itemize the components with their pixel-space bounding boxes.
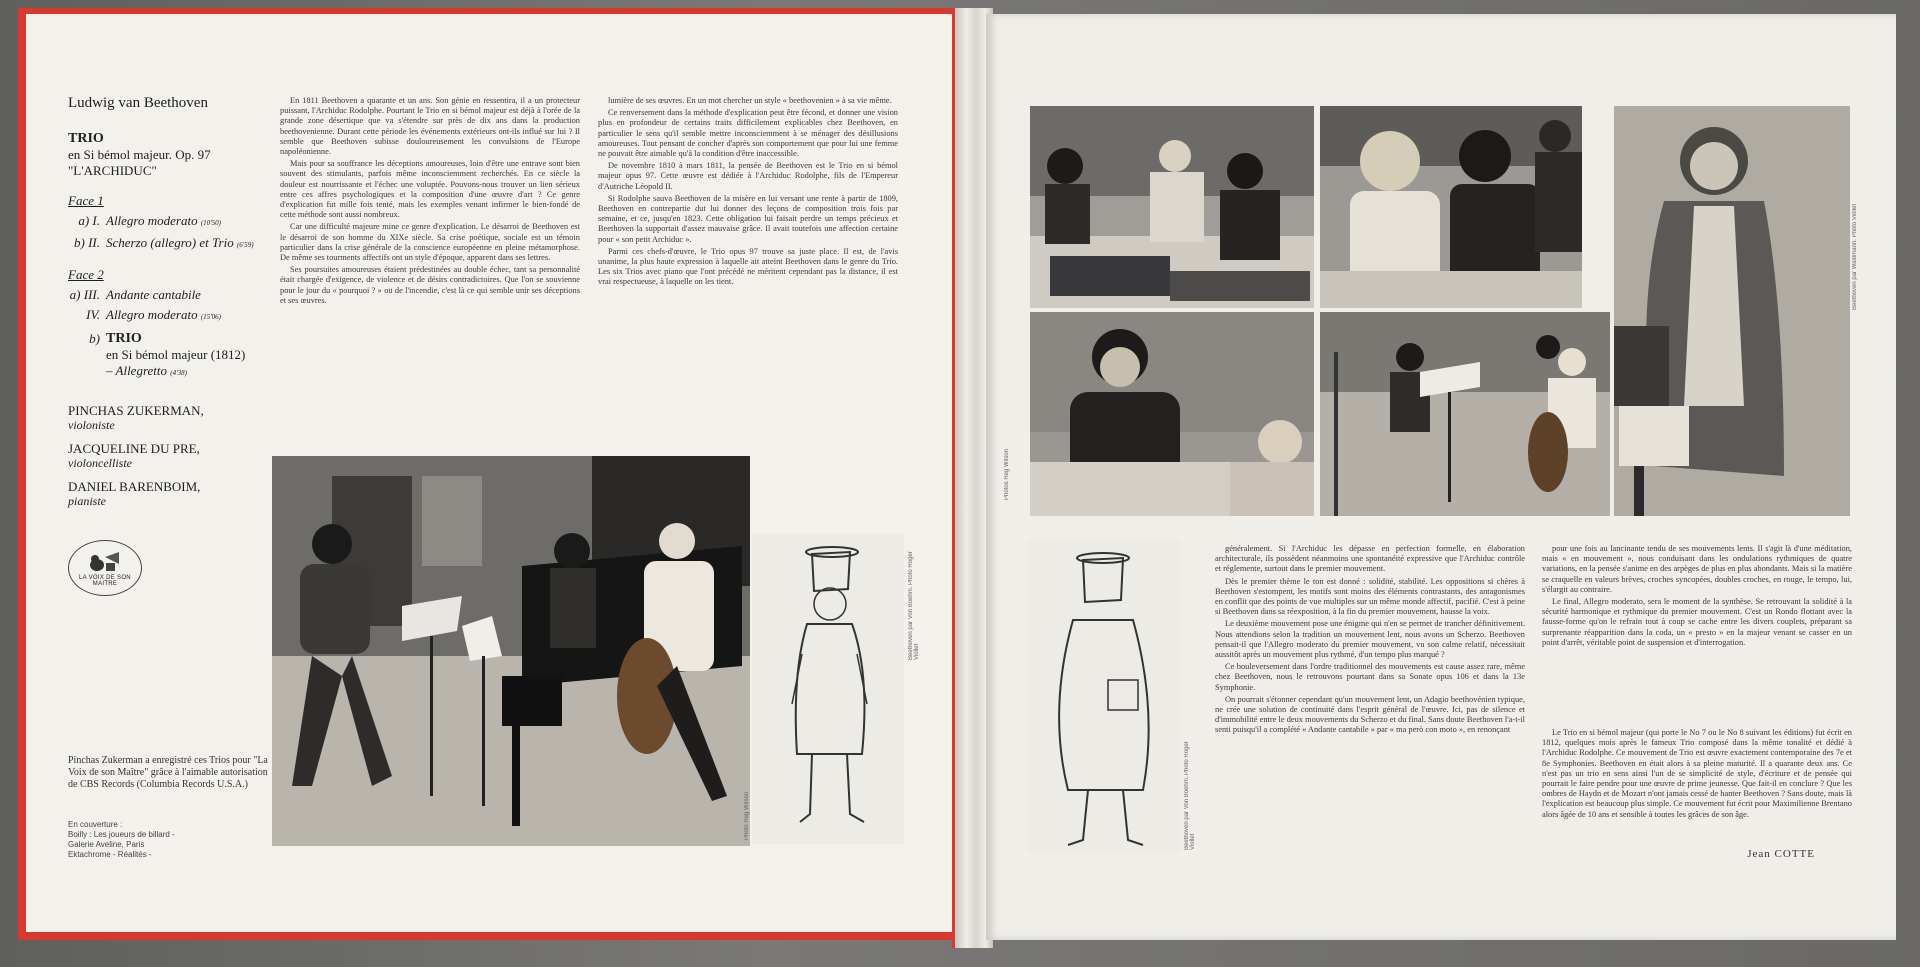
studio-photo-image xyxy=(1320,312,1610,516)
trio-photo-image xyxy=(272,456,750,846)
track-number: a) I. xyxy=(78,213,100,228)
track-title: Allegro moderato (15'06) xyxy=(106,307,222,322)
track-number: b) II. xyxy=(74,235,100,250)
cover-note: En couverture : Boilly : Les joueurs de billard - Galerie Aveline, Paris Ektachrome - Réalités - xyxy=(68,820,175,859)
trio1-title: TRIO xyxy=(68,131,104,146)
artist-role: violoncelliste xyxy=(68,456,132,470)
studio-photo-2 xyxy=(1320,106,1582,308)
beethoven-caricature-image xyxy=(1028,540,1180,852)
left-text-column-1: En 1811 Beethoven a quarante et un ans. Son génie en ressentira, il a un protecteur puissant, l'Archiduc Rodolphe. Pourtant le Trio en si bémol majeur est déjà à l'orée de la grande zone désertique que va s'étendre sur près de dix ans dans la production beethovenienne. Durant cette période les événements extérieurs ont-ils influé sur lui ? Il semble que Beethoven subisse douloureusement les convulsions de l'Europe napoléonienne. Mais pour sa souffrance les déceptions amoureuses, loin d'être une entrave sont bien souvent des stimulants, parfois même inconsciemment recherchés. En ce siècle la douleur est nourrissante et l'échec une voluptée. Pouvons-nous trouver un lien sérieux entre ces affres psychologiques et la composition d'une œuvre d'art ? Ce genre d'explication fut mille fois tenté, mais les exemples venant infirmer le bien-fondé de cette méthode sont aussi nombreux. Car une difficulté majeure mine ce genre d'explication. Le désarroi de Beethoven est le désarroi de son homme du XIXe siècle. Sa crise poétique, sociale est un témoin particulier dans la crise générale de la conscience européenne en pleine métamorphose. De même ses tourments affectifs ont un style d'époque, apparent dans ses lettres. Ses poursuites amoureuses étaient prédestinées au double échec, tant sa personnalité était chargée d'exigence, de violence et de désirs contradictoires. Que l'on se souvienne pour le jour du « pourquoi ? » ou de l'incendie, c'est là ce qui semble unir ses déceptions et ses œuvres. xyxy=(280,96,580,305)
trio-photo-caption: Photo Reg Wilson xyxy=(744,791,750,840)
sketch-credit: Beethoven par Von Boehm. Photo Roger Viollet xyxy=(1184,741,1196,850)
track-row xyxy=(68,287,268,303)
author-signature: Jean COTTE xyxy=(1747,848,1815,860)
artist-list xyxy=(68,403,268,509)
artist-role: pianiste xyxy=(68,494,106,508)
face1-label: Face 1 xyxy=(68,193,104,208)
trio2-title: TRIO xyxy=(106,331,142,346)
track-row xyxy=(68,235,268,253)
portrait-credit: Beethoven par Waldmann. Photo Viollet xyxy=(1852,203,1858,310)
studio-photo-4 xyxy=(1320,312,1610,516)
composer: Ludwig van Beethoven xyxy=(68,95,208,111)
beethoven-sketch-right xyxy=(1028,540,1180,852)
beethoven-portrait-photo xyxy=(1614,106,1850,516)
photo-credit: Photos Reg Wilson xyxy=(1004,448,1010,500)
recording-permission: Pinchas Zukerman a enregistré ces Trios pour "La Voix de son Maître" grâce à l'aimable autorisation de CBS Records (Columbia Records U.S.A.) xyxy=(68,755,268,790)
studio-photo-image xyxy=(1030,312,1314,516)
studio-photo-3 xyxy=(1030,312,1314,516)
track-row xyxy=(68,331,268,347)
artist-name: DANIEL BARENBOIM, xyxy=(68,479,201,494)
his-masters-voice-logo xyxy=(68,540,142,596)
trio1-key: en Si bémol majeur. Op. 97 xyxy=(68,147,211,162)
artist-name: PINCHAS ZUKERMAN, xyxy=(68,403,204,418)
right-text-column-2: pour une fois au lancinante tendu de ses mouvements lents. Il s'agit là d'une méditation, mais « en mouvement », nous conduisant dans les ondulations rythmiques de quatre variations, en la pensée s'anime en des arpèges de plus en plus abondants. Mais si la matière se craquelle en valeurs brèves, croches syncopées, doubles croches, en rouge, le tempo, lui, s'élargit au contraire. Le final, Allegro moderato, sera le moment de la synthèse. Se retrouvant la solidité à la sécurité harmonique et rythmique du premier mouvement. C'est un Rondo flottant avec la fausse-forme qu'on le refrain tout à coup se cache entre les divers couplets, préparant sa surprenante réapparition dans la coda, un « presto » en la majeur venant se casser en un point d'arrêt, véritable point de suspension et d'interrogation. xyxy=(1542,544,1852,647)
track-number: b) xyxy=(89,331,100,346)
beethoven-portrait-image xyxy=(1614,106,1850,516)
track-row xyxy=(68,307,268,325)
studio-photo-1 xyxy=(1030,106,1314,308)
trio2-key: en Si bémol majeur (1812) xyxy=(106,347,246,362)
track-number: a) III. xyxy=(69,287,100,302)
sketch-caption: Beethoven par Von Boehm. Photo Roger Viollet xyxy=(908,551,920,660)
face2-label: Face 2 xyxy=(68,267,104,282)
left-text-column-2: lumière de ses œuvres. En un mot chercher un style « beethovenien » à sa vie même. Ce renversement dans la méthode d'explication peut être fécond, et donner une vision plus en profondeur de certains traits difficilement explicables chez Beethoven, en particulier le sens qu'il semble mettre inconsciemment à se ménager des désillusions amoureuses. Tout pensant de concher d'après son comportement que pour lui une femme ne pouvait être aimable qu'à la condition d'être inaccessible. De novembre 1810 à mars 1811, la pensée de Beethoven est le Trio en si bémol majeur opus 97. Cette œuvre est dédiée à l'Archiduc Rodolphe, fils de l'Empereur d'Autriche Léopold II. Si Rodolphe sauva Beethoven de la misère en lui versant une rente à partir de 1809, Beethoven en contrepartie dut lui donner des leçons de composition trois fois par semaine, et ce, jusqu'en 1823. Cette obligation lui faisait perdre un temps précieux et Beethoven la supportait d'assez mauvaise grâce. Il avait toutefois une affection certaine pour « son petit Archiduc ». Parmi ces chefs-d'œuvre, le Trio opus 97 trouve sa juste place. Il est, de l'avis unanime, la plus haute expression à laquelle ait atteint Beethoven dans le genre du Trio. Les six Trios avec piano que l'ont précédé ne méritent cependant pas la distance, il est vrai respectueuse, à laquelle on les tient. xyxy=(598,96,898,287)
track-row xyxy=(68,213,268,231)
dog-gramophone-icon xyxy=(87,551,123,573)
beethoven-caricature-image xyxy=(752,534,904,844)
track-number: IV. xyxy=(86,307,100,322)
right-text-column-3: Le Trio en si bémol majeur (qui porte le No 7 ou le No 8 suivant les éditions) fut écrit en 1812, quelques mois après le fameux Trio composé dans la même tonalité et dédié à l'Archiduc Rodolphe. Ce mouvement de Trio est œuvre exactement contemporaine des 7e et 8e Symphonies. Beethoven en était alors à sa pleine maturité. Il a quarante deux ans. Ce n'est pas un trio en sens ainsi l'un de se simplicité de style, d'écriture et de pensée qui pourrait le faire pendre pour une œuvre de prime jeunesse. Que fait-il en conclure ? Que les ombres de Haydn et de Mozart n'ont jamais cessé de hanter Beethoven ? Sans doute, mais là l'explication est beaucoup plus simple. Ce mouvement fut écrit pour Maximilienne Brentano alors âgée de 10 ans et sensible à toutes les grâces de son âge. xyxy=(1542,728,1852,819)
studio-photo-image xyxy=(1030,106,1314,308)
track-credits xyxy=(68,95,268,509)
track-title: Allegro moderato (10'50) xyxy=(106,213,222,228)
trio-rehearsal-photo xyxy=(272,456,750,846)
right-text-column-1: généralement. Si l'Archiduc les dépasse en perfection formelle, en élaboration architecturale, ils possèdent néanmoins une spontanéité expressive que l'Archiduc contrôle et réglemente, surtout dans le premier mouvement. Dès le premier thème le ton est donné : solidité, stabilité. Les oppositions si chères à Beethoven s'estompent, les motifs sont moins des éléments contrastants, des antagonismes en conflit que des points de vue multiples sur un même monde affectif, pacifié. C'est à peine si Beethoven dans sa réexposition, à la fin du premier mouvement, hausse la voix. Le deuxième mouvement pose une énigme qui n'en se permet de trancher définitivement. Nous attendions selon la tradition un mouvement lent, nous avons un Scherzo. Beethoven pensait-il que l'Allegro moderato du premier mouvement, vu son calme relatif, nécessitait aussitôt après un mouvement plus rythmé, d'un tempo plus marqué ? Ce bouleversement dans l'ordre traditionnel des mouvements est cause assez rare, même chez Beethoven, nous le retrouvons pourtant dans sa Sonate opus 106 et dans la 13e Symphonie. On pourrait s'étonner cependant qu'un mouvement lent, un Adagio beethovénien typique, ne crée une solution de continuité dans l'esprit général de l'œuvre. Ici, pas de silence et d'immobilité entre le deux mouvements du Scherzo et du final. Sans doute Beethoven l'a-t-il senti puisqu'il a complété « Andante cantabile » par « ma però con moto », en renonçant xyxy=(1215,544,1525,735)
track-title: Andante cantabile xyxy=(106,287,201,302)
trio1-name: "L'ARCHIDUC" xyxy=(68,163,157,178)
artist-role: violoniste xyxy=(68,418,115,432)
trio2-tempo: – Allegretto (4'38) xyxy=(106,363,187,378)
track-title: Scherzo (allegro) et Trio (6'59) xyxy=(106,235,254,250)
artist-name: JACQUELINE DU PRE, xyxy=(68,441,200,456)
logo-caption: LA VOIX DE SON MAITRE xyxy=(79,575,131,587)
studio-photo-image xyxy=(1320,106,1582,308)
beethoven-sketch-left xyxy=(752,534,904,844)
